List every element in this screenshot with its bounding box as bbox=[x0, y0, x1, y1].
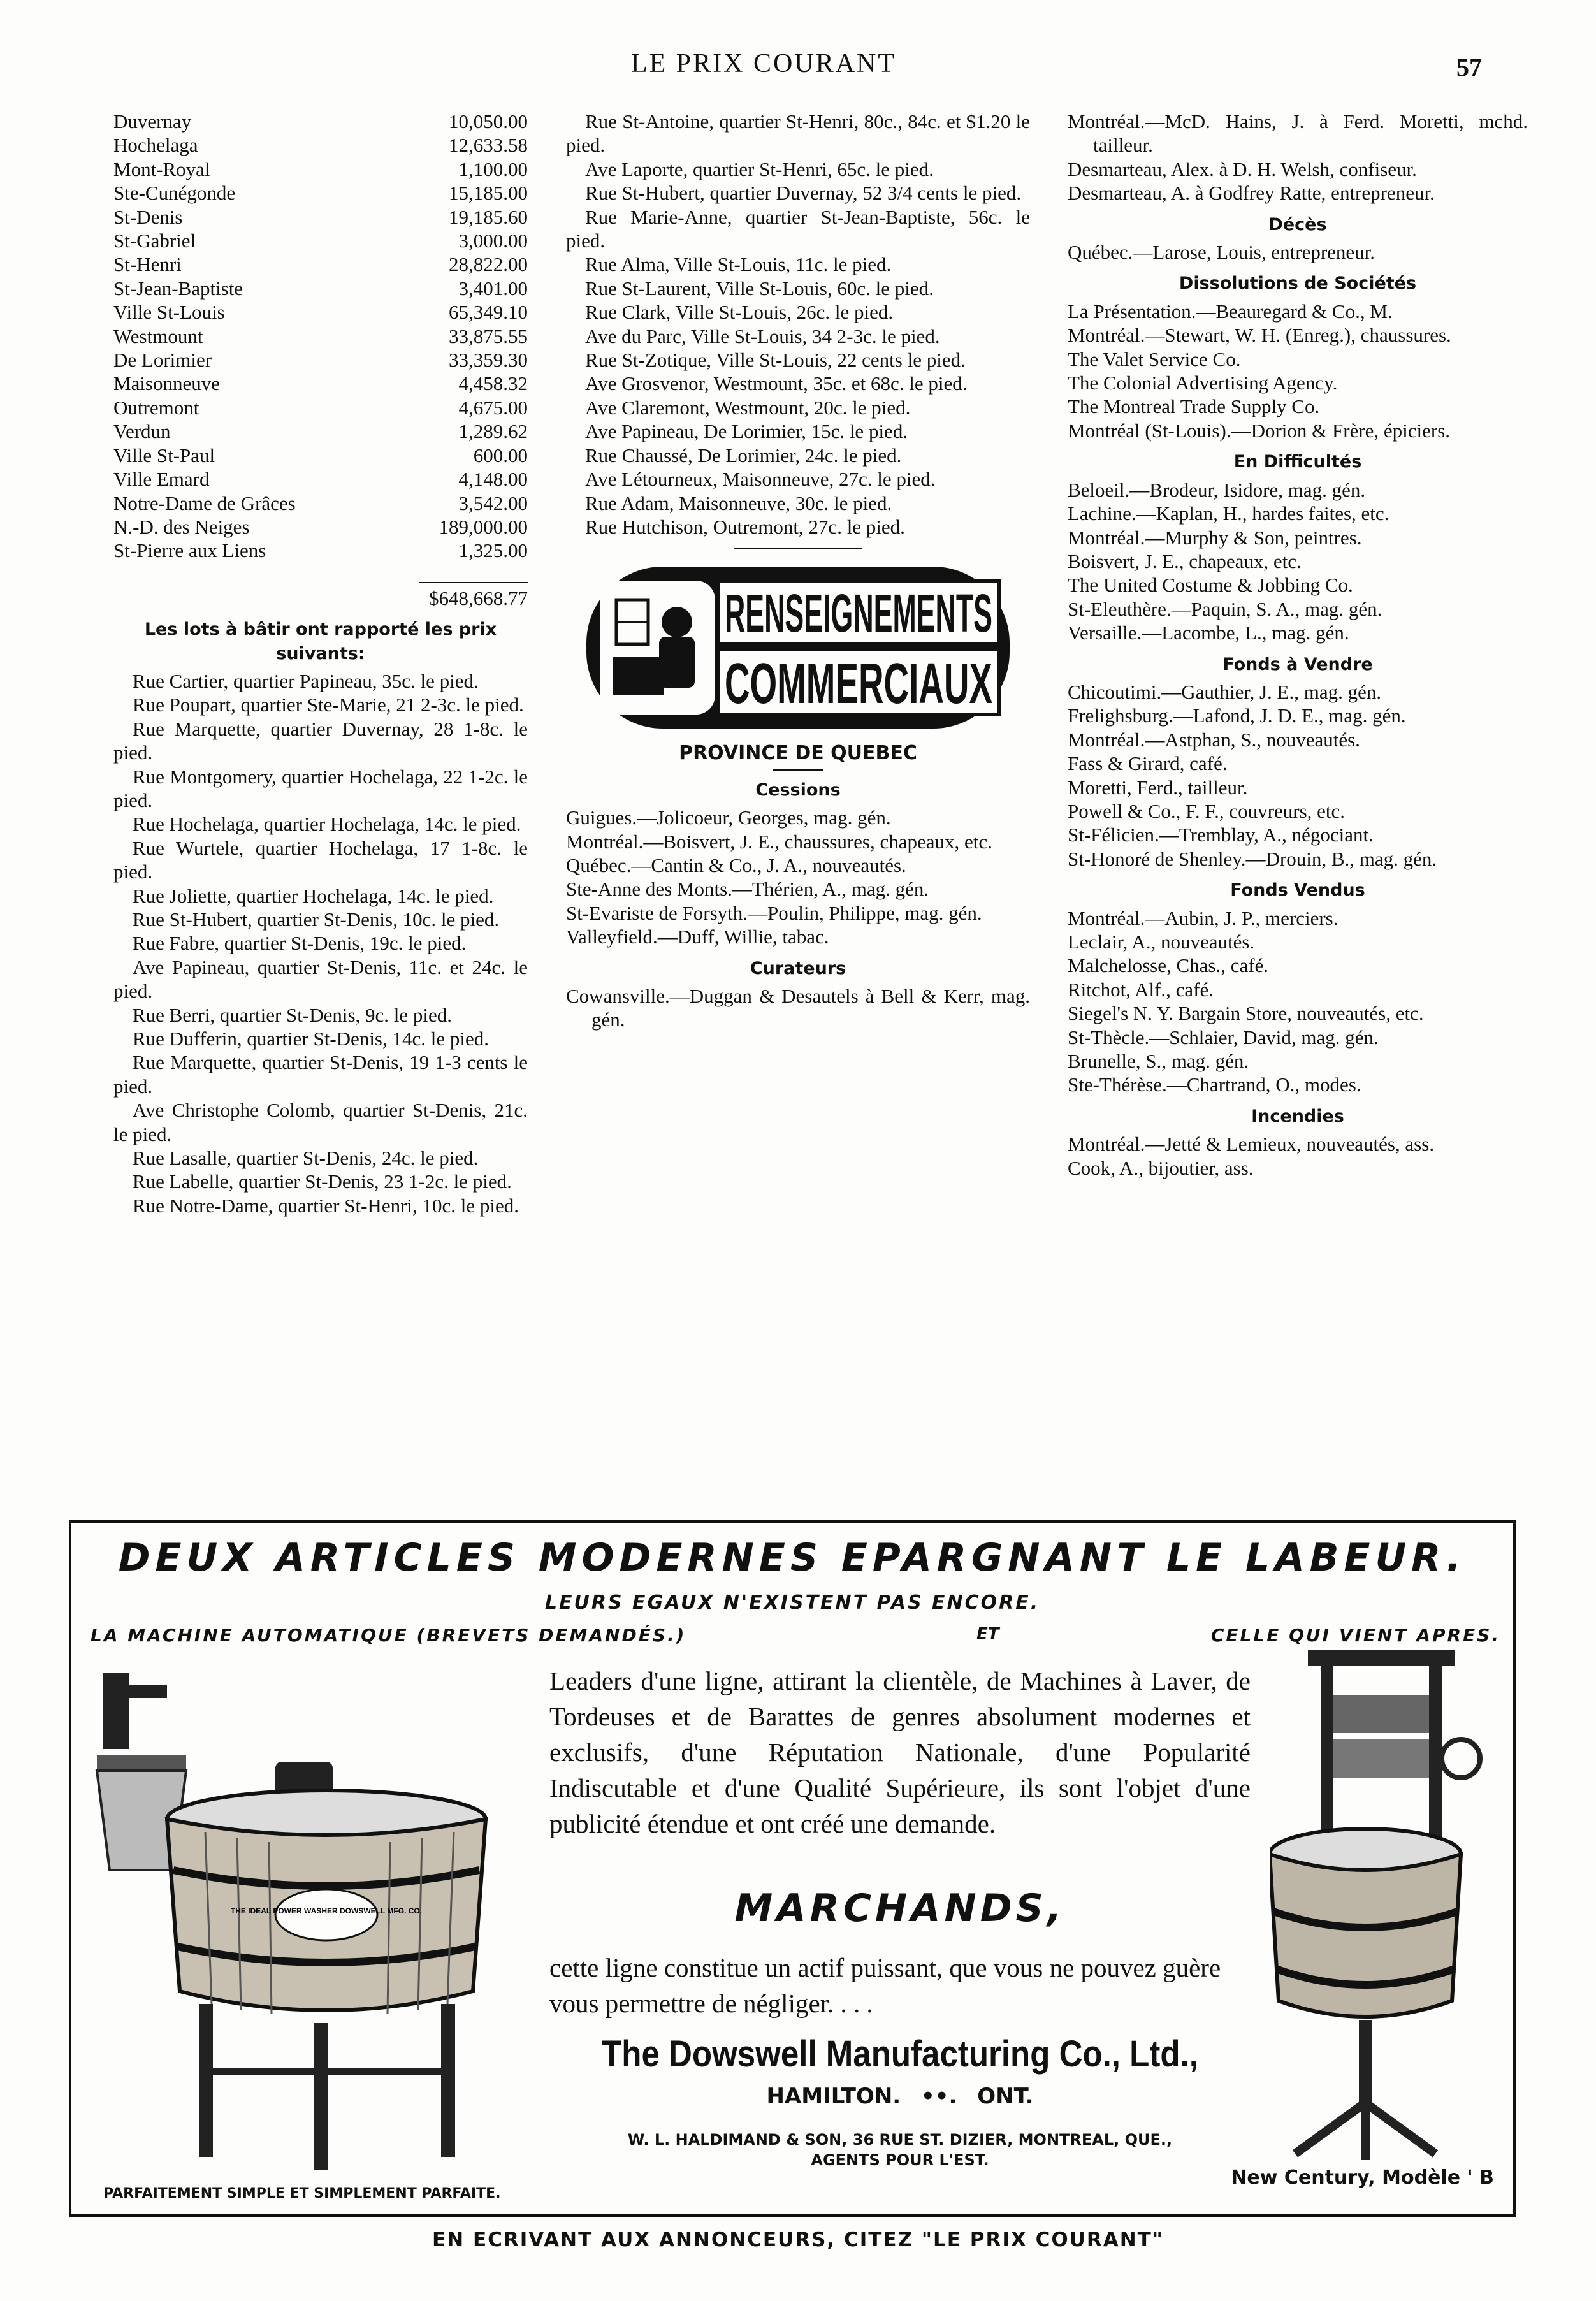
lot-entry: Rue Clark, Ville St-Louis, 26c. le pied. bbox=[585, 301, 894, 324]
valuation-row bbox=[113, 324, 528, 348]
ad-agent-line-2: AGENTS POUR L'EST. bbox=[811, 2151, 989, 2169]
valuation-row bbox=[113, 444, 528, 467]
lots-heading: Les lots à bâtir ont rapporté les prix suivants: bbox=[144, 620, 497, 664]
valuation-row bbox=[113, 205, 528, 229]
notice-entry: The United Costume & Jobbing Co. bbox=[1068, 574, 1353, 597]
logo-line-2: COMMERCIAUX bbox=[725, 652, 992, 716]
page-number: 57 bbox=[1456, 53, 1482, 82]
automatic-washer-illustration bbox=[84, 1660, 543, 2176]
ad-city: HAMILTON. ••. ONT. bbox=[766, 2084, 1034, 2109]
ward-name: Ville St-Paul bbox=[113, 444, 215, 467]
ward-value: 189,000.00 bbox=[439, 515, 528, 538]
ward-name: Ville Emard bbox=[113, 468, 210, 491]
ward-value: 19,185.60 bbox=[449, 205, 528, 228]
notice-entry: Montréal.—Boisvert, J. E., chaussures, chapeaux, etc. bbox=[566, 830, 992, 853]
ward-name: St-Denis bbox=[113, 205, 183, 228]
lot-entry: Ave Papineau, quartier St-Denis, 11c. et 24c. le pied. bbox=[113, 955, 528, 1003]
notice-entry: The Colonial Advertising Agency. bbox=[1068, 372, 1338, 395]
ward-value: 1,289.62 bbox=[458, 420, 528, 443]
ward-name: Maisonneuve bbox=[113, 372, 221, 395]
lot-entry: Rue St-Hubert, quartier St-Denis, 10c. le pied. bbox=[133, 908, 500, 931]
lot-entry: Rue Fabre, quartier St-Denis, 19c. le pied. bbox=[133, 932, 467, 955]
valuation-row bbox=[113, 515, 528, 539]
ward-value: 3,401.00 bbox=[458, 277, 528, 300]
notice-entry: Québec.—Larose, Louis, entrepreneur. bbox=[1068, 241, 1375, 264]
notice-entry: The Montreal Trade Supply Co. bbox=[1068, 395, 1320, 418]
notice-entry: Chicoutimi.—Gauthier, J. E., mag. gén. bbox=[1068, 680, 1382, 703]
ward-name: Verdun bbox=[113, 420, 171, 443]
notice-entry: Leclair, A., nouveautés. bbox=[1068, 931, 1255, 953]
lot-entry: Rue Wurtele, quartier Hochelaga, 17 1-8c. le pied. bbox=[113, 836, 528, 883]
lot-entry: Rue St-Laurent, Ville St-Louis, 60c. le pied. bbox=[585, 277, 934, 300]
lots-list-continued bbox=[566, 110, 1030, 539]
valuation-row bbox=[113, 491, 528, 515]
lot-entry: Rue St-Zotique, Ville St-Louis, 22 cents le pied. bbox=[585, 349, 966, 372]
valuation-row bbox=[113, 252, 528, 276]
notice-entry: Beloeil.—Brodeur, Isidore, mag. gén. bbox=[1068, 478, 1366, 501]
valuation-row bbox=[113, 467, 528, 491]
section-heading: En Difficultés bbox=[1233, 452, 1362, 472]
ad-marchands: MARCHANDS, bbox=[734, 1886, 1066, 1931]
ward-value: 4,458.32 bbox=[458, 372, 528, 395]
notice-entry: Valleyfield.—Duff, Willie, tabac. bbox=[566, 925, 829, 948]
ward-value: 33,875.55 bbox=[449, 324, 528, 347]
notice-entry: Montréal.—Murphy & Son, peintres. bbox=[1068, 526, 1362, 549]
notice-entry: Siegel's N. Y. Bargain Store, nouveautés, etc. bbox=[1068, 1002, 1424, 1025]
ward-name: N.-D. des Neiges bbox=[113, 515, 250, 538]
lot-entry: Ave Papineau, De Lorimier, 15c. le pied. bbox=[585, 420, 908, 443]
ward-value: 65,349.10 bbox=[449, 301, 528, 324]
ward-value: 4,675.00 bbox=[458, 396, 528, 419]
ward-name: Duvernay bbox=[113, 110, 192, 133]
valuation-row bbox=[113, 157, 528, 181]
notice-entry: Montréal.—McD. Hains, J. à Ferd. Moretti, mchd. tailleur. bbox=[1068, 110, 1528, 157]
valuation-list bbox=[113, 110, 528, 563]
ad-body-text: Leaders d'une ligne, attirant la clientèle, de Machines à Laver, de Tordeuses et de Barattes de genres absolument modernes et exclusifs, d'une Réputation Nationale, d'une Popularité Indiscutable et d'une Qualité Supérieure, ils sont l'objet d'une publicité étendue et ont créé une demande. bbox=[549, 1666, 1251, 1838]
lot-entry: Ave du Parc, Ville St-Louis, 34 2-3c. le pied. bbox=[585, 324, 940, 347]
ad-et: ET bbox=[976, 1625, 999, 1644]
notice-entry: Versaille.—Lacombe, L., mag. gén. bbox=[1068, 621, 1349, 644]
section-heading: Fonds Vendus bbox=[1230, 880, 1365, 901]
notice-entry: St-Eleuthère.—Paquin, S. A., mag. gén. bbox=[1068, 597, 1382, 620]
lot-entry: Rue Cartier, quartier Papineau, 35c. le pied. bbox=[133, 669, 479, 692]
section-heading: Incendies bbox=[1251, 1106, 1344, 1126]
section-heading: Cessions bbox=[755, 780, 841, 800]
notice-entry: Desmarteau, Alex. à D. H. Welsh, confiseur. bbox=[1068, 157, 1417, 180]
valuation-row bbox=[113, 300, 528, 324]
ad-company-name: The Dowswell Manufacturing Co., Ltd., bbox=[602, 2033, 1198, 2075]
lot-entry: Rue Hochelaga, quartier Hochelaga, 14c. le pied. bbox=[133, 813, 521, 836]
ward-value: 12,633.58 bbox=[449, 134, 528, 157]
lot-entry: Rue Joliette, quartier Hochelaga, 14c. le pied. bbox=[133, 884, 494, 907]
divider-short bbox=[773, 769, 823, 771]
valuation-row bbox=[113, 372, 528, 395]
notice-entry: Ritchot, Alf., café. bbox=[1068, 978, 1214, 1001]
ward-value: 1,100.00 bbox=[458, 157, 528, 180]
ward-name: Ville St-Louis bbox=[113, 301, 225, 324]
lot-entry: Ave Claremont, Westmount, 20c. le pied. bbox=[585, 396, 911, 419]
notice-entry: Fass & Girard, café. bbox=[1068, 752, 1228, 775]
lot-entry: Rue Labelle, quartier St-Denis, 23 1-2c. le pied. bbox=[133, 1170, 512, 1193]
ward-name: St-Gabriel bbox=[113, 229, 196, 252]
washer-brand-label: THE IDEAL POWER WASHER DOWSWELL MFG. CO. bbox=[230, 1906, 423, 1915]
ad-right-label: CELLE QUI VIENT APRES. bbox=[1210, 1625, 1500, 1646]
ward-name: Hochelaga bbox=[113, 134, 198, 157]
ward-name: Mont-Royal bbox=[113, 157, 210, 180]
lot-entry: Ave Létourneux, Maisonneuve, 27c. le pied. bbox=[585, 468, 936, 491]
notice-entry: Boisvert, J. E., chapeaux, etc. bbox=[1068, 549, 1302, 572]
notice-entry: Lachine.—Kaplan, H., hardes faites, etc. bbox=[1068, 502, 1389, 525]
notice-entry: Montréal.—Stewart, W. H. (Enreg.), chaussures. bbox=[1068, 324, 1451, 347]
ward-value: 28,822.00 bbox=[449, 253, 528, 276]
lot-entry: Rue Adam, Maisonneuve, 30c. le pied. bbox=[585, 491, 892, 514]
notice-entry: The Valet Service Co. bbox=[1068, 347, 1241, 370]
notices-intro bbox=[1068, 110, 1528, 205]
ad-left-label: LA MACHINE AUTOMATIQUE (BREVETS DEMANDÉS.) bbox=[91, 1625, 686, 1646]
new-century-washer-illustration bbox=[1270, 1644, 1505, 2167]
renseignements-commerciaux-logo bbox=[581, 562, 1015, 734]
ward-name: Ste-Cunégonde bbox=[113, 182, 236, 205]
notice-entry: Ste-Thérèse.—Chartrand, O., modes. bbox=[1068, 1073, 1361, 1096]
ad-caption-right: New Century, Modèle ' B bbox=[1231, 2167, 1494, 2189]
section-heading: Dissolutions de Sociétés bbox=[1179, 273, 1417, 294]
ward-name: St-Pierre aux Liens bbox=[113, 539, 266, 562]
column-left bbox=[113, 110, 528, 1217]
ad-agent-line-1: W. L. HALDIMAND & SON, 36 RUE ST. DIZIER, MONTREAL, QUE., bbox=[627, 2131, 1173, 2149]
lots-list bbox=[113, 669, 528, 1217]
valuation-row bbox=[113, 396, 528, 419]
valuation-row bbox=[113, 110, 528, 133]
column-right bbox=[1068, 110, 1528, 1180]
notice-entry: Montréal.—Astphan, S., nouveautés. bbox=[1068, 728, 1360, 751]
section-heading: Fonds à Vendre bbox=[1222, 654, 1373, 674]
lot-entry: Rue Chaussé, De Lorimier, 24c. le pied. bbox=[585, 444, 902, 467]
notice-entry: Montréal (St-Louis).—Dorion & Frère, épiciers. bbox=[1068, 419, 1451, 442]
section-heading: Décès bbox=[1268, 214, 1327, 235]
valuation-row bbox=[113, 419, 528, 443]
ward-value: 3,542.00 bbox=[458, 491, 528, 514]
notice-entry: Malchelosse, Chas., café. bbox=[1068, 954, 1269, 977]
ward-value: 1,325.00 bbox=[458, 539, 528, 562]
page-header-title: LE PRIX COURANT bbox=[631, 49, 897, 78]
ward-name: Outremont bbox=[113, 396, 200, 419]
logo-line-1: RENSEIGNEMENTS bbox=[725, 583, 992, 644]
lot-entry: Rue Notre-Dame, quartier St-Henri, 10c. le pied. bbox=[133, 1194, 519, 1217]
ad-subtitle: LEURS EGAUX N'EXISTENT PAS ENCORE. bbox=[544, 1592, 1040, 1614]
notice-entry: St-Félicien.—Tremblay, A., négociant. bbox=[1068, 824, 1374, 846]
lot-entry: Rue St-Hubert, quartier Duvernay, 52 3/4 cents le pied. bbox=[585, 182, 1022, 205]
ward-value: 10,050.00 bbox=[449, 110, 528, 133]
valuation-row bbox=[113, 133, 528, 157]
ad-body-text-2: cette ligne constitue un actif puissant, que vous ne pouvez guère vous permettre de négliger. . . . bbox=[549, 1953, 1221, 2018]
ward-name: St-Jean-Baptiste bbox=[113, 277, 243, 300]
ad-caption-left: PARFAITEMENT SIMPLE ET SIMPLEMENT PARFAITE. bbox=[103, 2186, 501, 2202]
lot-entry: Rue Hutchison, Outremont, 27c. le pied. bbox=[585, 515, 905, 538]
notice-entry: Desmarteau, A. à Godfrey Ratte, entrepreneur. bbox=[1068, 182, 1435, 205]
valuation-row bbox=[113, 348, 528, 372]
notices-right bbox=[1068, 213, 1528, 1180]
valuation-row bbox=[113, 229, 528, 252]
lot-entry: Rue Marquette, quartier St-Denis, 19 1-3 cents le pied. bbox=[113, 1051, 528, 1098]
notice-entry: St-Evariste de Forsyth.—Poulin, Philippe, mag. gén. bbox=[566, 901, 982, 924]
notice-entry: Montréal.—Jetté & Lemieux, nouveautés, ass. bbox=[1068, 1133, 1435, 1156]
lot-entry: Rue Alma, Ville St-Louis, 11c. le pied. bbox=[585, 253, 892, 276]
notice-entry: St-Thècle.—Schlaier, David, mag. gén. bbox=[1068, 1026, 1379, 1049]
ad-title: DEUX ARTICLES MODERNES EPARGNANT LE LABEUR. bbox=[118, 1535, 1467, 1580]
dowswell-advertisement bbox=[69, 1520, 1516, 2217]
notice-entry: Moretti, Ferd., tailleur. bbox=[1068, 776, 1248, 799]
notice-entry: Guigues.—Jolicoeur, Georges, mag. gén. bbox=[566, 806, 891, 829]
notice-entry: Cook, A., bijoutier, ass. bbox=[1068, 1156, 1254, 1179]
notice-entry: La Présentation.—Beauregard & Co., M. bbox=[1068, 300, 1393, 323]
ward-value: 33,359.30 bbox=[449, 349, 528, 372]
ward-name: Notre-Dame de Grâces bbox=[113, 491, 296, 514]
divider bbox=[734, 548, 862, 549]
lot-entry: Rue Berri, quartier St-Denis, 9c. le pied. bbox=[133, 1003, 453, 1026]
lot-entry: Rue Lasalle, quartier St-Denis, 24c. le pied. bbox=[133, 1147, 479, 1170]
ward-value: 3,000.00 bbox=[458, 229, 528, 252]
column-middle bbox=[566, 110, 1030, 1032]
page-footer: EN ECRIVANT AUX ANNONCEURS, CITEZ "LE PRIX COURANT" bbox=[432, 2228, 1164, 2251]
ward-name: Westmount bbox=[113, 324, 203, 347]
valuation-row bbox=[113, 181, 528, 205]
lot-entry: Ave Laporte, quartier St-Henri, 65c. le pied. bbox=[585, 157, 934, 180]
lot-entry: Rue Marquette, quartier Duvernay, 28 1-8c. le pied. bbox=[113, 717, 528, 764]
notice-entry: Brunelle, S., mag. gén. bbox=[1068, 1050, 1249, 1073]
lot-entry: Rue Marie-Anne, quartier St-Jean-Baptiste, 56c. le pied. bbox=[566, 205, 1030, 252]
ward-value: 4,148.00 bbox=[458, 468, 528, 491]
notice-entry: Frelighsburg.—Lafond, J. D. E., mag. gén. bbox=[1068, 704, 1406, 727]
valuation-total: $648,668.77 bbox=[419, 582, 528, 610]
ward-name: St-Henri bbox=[113, 253, 182, 276]
valuation-row bbox=[113, 277, 528, 300]
province-heading: PROVINCE DE QUEBEC bbox=[679, 742, 917, 765]
notices-middle bbox=[566, 778, 1030, 1032]
notice-entry: Ste-Anne des Monts.—Thérien, A., mag. gén. bbox=[566, 878, 929, 901]
lot-entry: Rue St-Antoine, quartier St-Henri, 80c., 84c. et $1.20 le pied. bbox=[566, 110, 1030, 157]
ad-agents bbox=[549, 2130, 1251, 2170]
ward-value: 600.00 bbox=[473, 444, 528, 467]
section-heading: Curateurs bbox=[750, 958, 846, 978]
lot-entry: Rue Montgomery, quartier Hochelaga, 22 1-2c. le pied. bbox=[113, 765, 528, 811]
lot-entry: Ave Christophe Colomb, quartier St-Denis, 21c. le pied. bbox=[113, 1099, 528, 1145]
lot-entry: Ave Grosvenor, Westmount, 35c. et 68c. le pied. bbox=[585, 372, 968, 395]
ward-value: 15,185.00 bbox=[449, 182, 528, 205]
notice-entry: Québec.—Cantin & Co., J. A., nouveautés. bbox=[566, 853, 906, 876]
lot-entry: Rue Dufferin, quartier St-Denis, 14c. le pied. bbox=[133, 1027, 489, 1050]
ward-name: De Lorimier bbox=[113, 349, 212, 372]
notice-entry: St-Honoré de Shenley.—Drouin, B., mag. gén. bbox=[1068, 847, 1437, 870]
notice-entry: Montréal.—Aubin, J. P., merciers. bbox=[1068, 906, 1338, 929]
notice-entry: Powell & Co., F. F., couvreurs, etc. bbox=[1068, 799, 1346, 822]
lot-entry: Rue Poupart, quartier Ste-Marie, 21 2-3c. le pied. bbox=[133, 693, 524, 716]
notice-entry: Cowansville.—Duggan & Desautels à Bell & Kerr, mag. gén. bbox=[566, 984, 1030, 1031]
valuation-row bbox=[113, 539, 528, 562]
